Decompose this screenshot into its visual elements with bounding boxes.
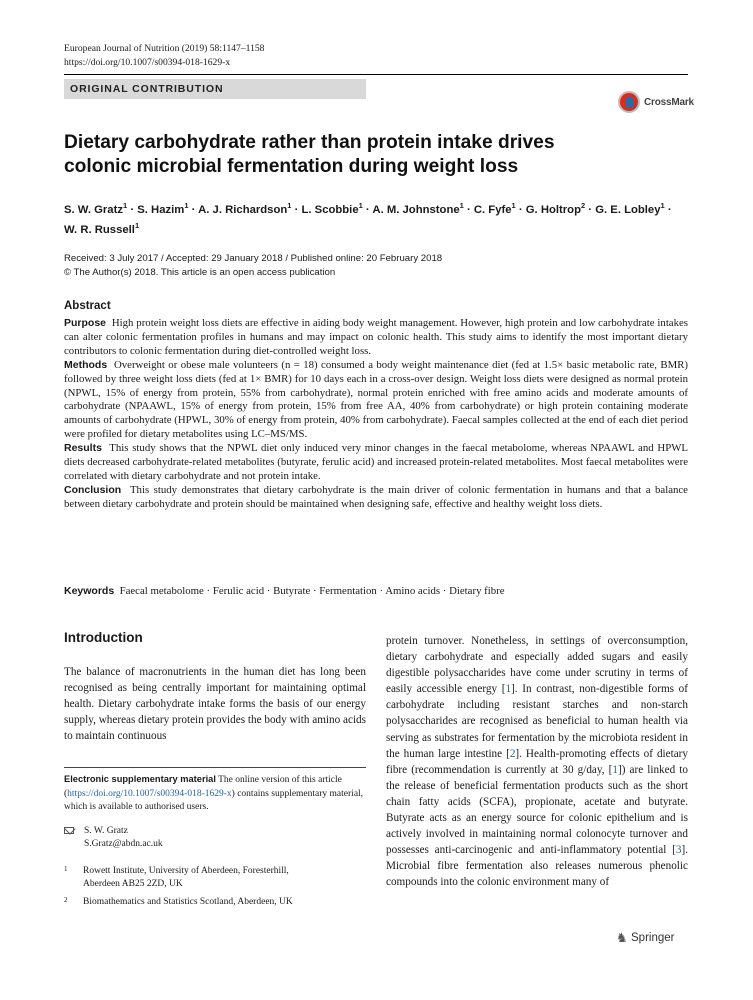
intro-paragraph-continued: protein turnover. Nonetheless, in settings of overconsumption, dietary carbohydrate and especially added sugars and easily digestible polysaccharides have come under scrutiny in terms of easily accessible energy [1]. In contrast, non-digestible forms of carbohydrate including resistant starches and non-starch polysaccharides are recognised as beneficial to human health via serving as substrates for fermentation by the microbiota resident in the human large intestine [2]. Health-promoting effects of dietary fibre (recommendation is currently at 30 g/day, [1]) are linked to the release of beneficial fermentation products such as the short chain fatty acids (SCFA), propionate, acetate and butyrate. Butyrate acts as an energy source for colonic epithelium and is actively involved in maintaining normal colonocyte turnover and possesses anti-carcinogenic and anti-inflammatory potential [3]. Microbial fibre fermentation also releases numerous phenolic compounds into the colonic environment many of: [386, 635, 689, 889]
abstract-results: Results This study shows that the NPWL diet only induced very minor changes in the faecal metabolome, whereas NPAAWL and HPWL diets decreased carbohydrate-related metabolites (butyrate, ferulic acid) and increased protein-related metabolites. Most faecal metabolites were correlated with dietary carbohydrate and not protein intake.: [64, 442, 688, 482]
copyright-line: © The Author(s) 2018. This article is an open access publication: [64, 266, 336, 278]
supplementary-note: Electronic supplementary material The online version of this article (https://doi.org/10.1007/s00394-018-1629-x) contains supplementary material, which is available to authorised users.: [64, 774, 364, 812]
author[interactable]: A. J. Richardson$^1$: [198, 201, 292, 216]
author[interactable]: S. Hazim$^1$: [137, 201, 189, 216]
header-rule: [64, 74, 688, 75]
article-title: Dietary carbohydrate rather than protein intake drives colonic microbial fermentation during weight loss: [64, 132, 555, 177]
contact-email[interactable]: S.Gratz@abdn.ac.uk: [84, 839, 163, 849]
author[interactable]: L. Scobbie$^1$: [301, 201, 363, 216]
affiliation-1: 1 Rowett Institute, University of Aberdeen, Foresterhill, Aberdeen AB25 2ZD, UK: [64, 865, 289, 889]
doi-link[interactable]: https://doi.org/10.1007/s00394-018-1629-x: [64, 56, 231, 68]
journal-header: [64, 42, 264, 69]
citation-link[interactable]: 1: [505, 683, 512, 696]
section-label: ORIGINAL CONTRIBUTION: [70, 82, 224, 95]
author[interactable]: A. M. Johnstone$^1$: [372, 201, 464, 216]
author[interactable]: C. Fyfe$^1$: [473, 201, 516, 216]
intro-paragraph: The balance of macronutrients in the human diet has long been recognised as being centrally important for maintaining optimal health. Dietary carbohydrate intake forms the basis of our energy supply, whereas dietary protein provides the body with amino acids to maintain continuous: [64, 666, 366, 743]
supplementary-link[interactable]: https://doi.org/10.1007/s00394-018-1629-x: [67, 788, 232, 799]
affiliation-2: 2 Biomathematics and Statistics Scotland, Aberdeen, UK: [64, 896, 293, 907]
author[interactable]: W. R. Russell$^1$: [64, 221, 140, 237]
section-label-bar: [64, 79, 366, 99]
introduction-heading: Introduction: [64, 630, 143, 645]
author-list: S. W. Gratz$^1$ · S. Hazim$^1$ · A. J. Richardson$^1$ · L. Scobbie$^1$ · A. M. Johnstone$^1$ · C. Fyfe$^1$ · G. Holtrop$^2$ · G. E. Lobley$^1$ · W. R. Russell$^1$: [64, 201, 672, 237]
citation-link[interactable]: 3: [675, 844, 682, 857]
abstract-methods: Methods Overweight or obese male volunteers (n = 18) consumed a body weight maintenance diet (fed at 1.5× basic metabolic rate, BMR) followed by three weight loss diets (fed at 1× BMR) for 10 days each in a cross-over design. Weight loss diets were designed as normal protein (NPWL, 15% of energy from protein, 55% from carbohydrate), normal protein enriched with free amino acids and moderate amounts of carbohydrate (NPAAWL, 15% of energy from protein, 15% from free AA, 40% from carbohydrate) or high protein containing moderate amounts of carbohydrate (HPWL, 30% of energy from protein, 40% from carbohydrate). Faecal samples collected at the end of each diet period were profiled for dietary metabolites using LC–MS/MS.: [64, 358, 688, 441]
publisher-logo: [616, 931, 696, 947]
author[interactable]: G. Holtrop$^2$: [525, 201, 586, 216]
abstract-conclusion: Conclusion This study demonstrates that dietary carbohydrate is the main driver of colonic fermentation in humans and that a balance between dietary carbohydrate and protein should be maintained when designing safe, effective and healthy weight loss diets.: [64, 483, 688, 510]
crossmark-label: CrossMark: [644, 97, 694, 108]
author[interactable]: S. W. Gratz$^1$: [64, 201, 128, 216]
envelope-icon: [64, 827, 74, 834]
article-history: [64, 252, 442, 279]
keywords-label: Keywords: [64, 585, 115, 597]
history-dates: Received: 3 July 2017 / Accepted: 29 January 2018 / Published online: 20 February 2018: [64, 253, 443, 264]
author[interactable]: G. E. Lobley$^1$: [595, 201, 665, 216]
intro-left-column: [64, 664, 366, 744]
abstract-body: [64, 317, 688, 512]
footnote-rule: [64, 767, 366, 768]
keywords: [64, 585, 688, 597]
citation-link[interactable]: 1: [612, 763, 618, 776]
publisher-name: Springer: [631, 932, 675, 944]
abstract-heading: Abstract: [64, 300, 111, 312]
journal-citation: European Journal of Nutrition (2019) 58:1147–1158: [64, 43, 265, 54]
springer-horse-icon: ♞: [616, 931, 628, 946]
contact-name: S. W. Gratz: [84, 826, 128, 836]
corresponding-author: [64, 825, 366, 853]
keywords-list: Faecal metabolome · Ferulic acid · Butyrate · Fermentation · Amino acids · Dietary fibre: [119, 585, 505, 597]
intro-right-column: [386, 633, 688, 891]
citation-link[interactable]: 2: [509, 747, 516, 760]
crossmark-badge[interactable]: [618, 91, 708, 117]
abstract-purpose: Purpose High protein weight loss diets are effective in aiding body weight management. However, high protein and low carbohydrate intakes can alter colonic fermentation profiles in humans and may impact on colonic health. This study aims to identify the most important dietary contributors to colonic fermentation during diet-controlled weight loss.: [64, 317, 688, 357]
crossmark-icon: [618, 91, 640, 113]
